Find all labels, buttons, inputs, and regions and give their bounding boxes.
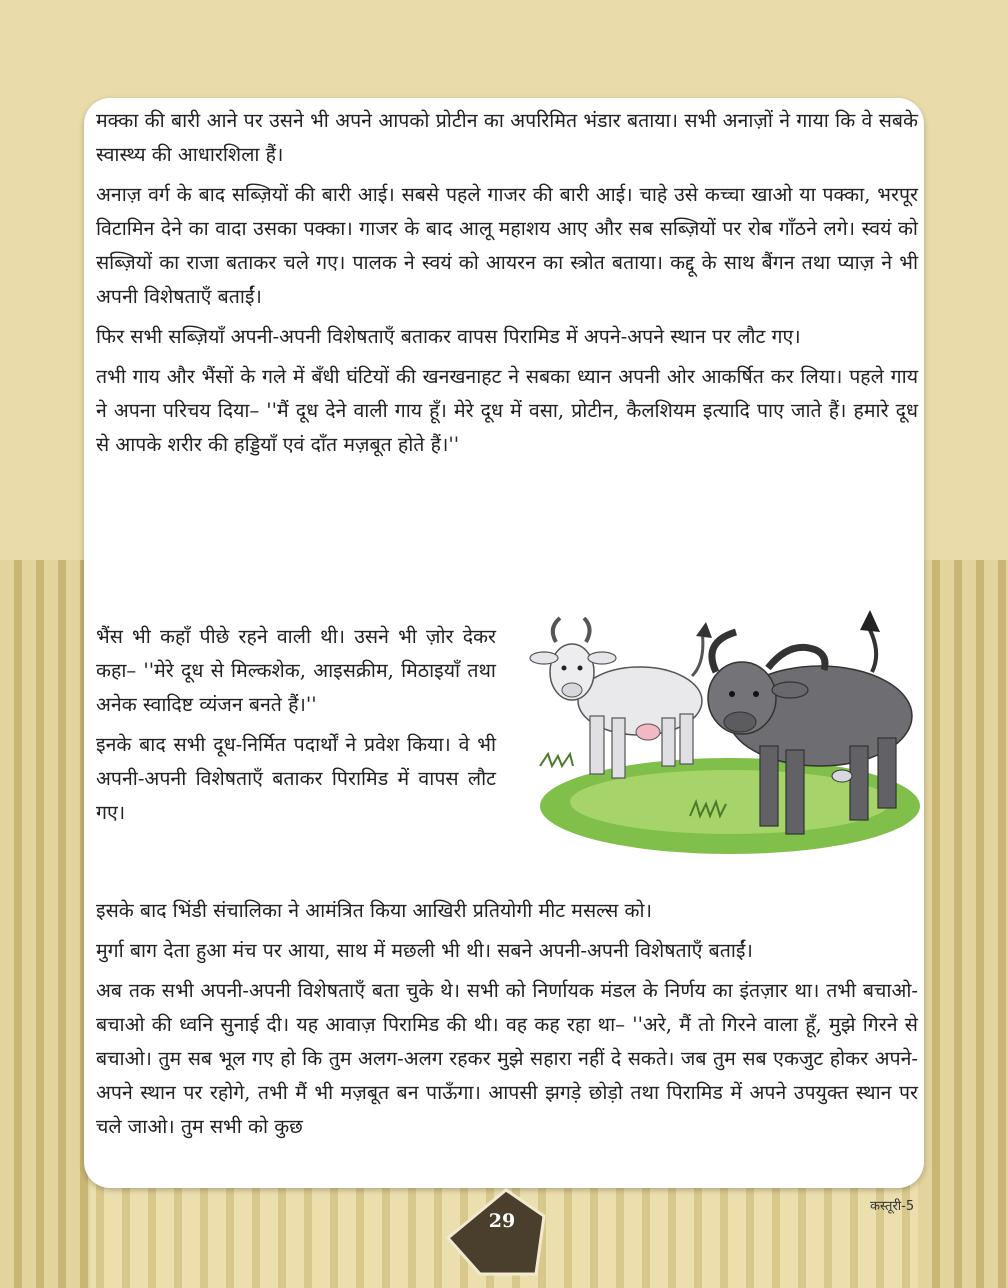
paragraph: अब तक सभी अपनी-अपनी विशेषताएँ बता चुके थे। सभी को निर्णायक मंडल के निर्णय का इंतज़ार था। तभी बचाओ-बचाओ की ध्वनि सुनाई दी। यह आवाज़ पिरामिड की थी। वह कह रहा था– ''अरे, मैं तो गिरने वाला हूँ, मुझे गिरने से बचाओ। तुम सब भूल गए हो कि तुम अलग-अलग रहकर मुझे सहारा नहीं दे सकते। जब तुम सब एकजुट होकर अपने-अपने स्थान पर रहोगे, तभी मैं भी मज़बूत बन पाऊँगा। आपसी झगड़े छोड़ो तथा पिरामिड में अपने उपयुक्त स्थान पर चले जाओ। तुम सभी को कुछ	[96, 979, 918, 1138]
cow-and-buffalo-illustration	[520, 606, 920, 862]
paragraph: इनके बाद सभी दूध-निर्मित पदार्थों ने प्रवेश किया। वे भी अपनी-अपनी विशेषताएँ बताकर पिरामिड में वापस लौट गए।	[96, 733, 496, 824]
striped-background-right	[918, 560, 1008, 1288]
paragraph: भैंस भी कहाँ पीछे रहने वाली थी। उसने भी ज़ोर देकर कहा– ''मेरे दूध से मिल्कशेक, आइसक्रीम, मिठाइयाँ तथा अनेक स्वादिष्ट व्यंजन बनते हैं।''	[96, 625, 496, 716]
cow-figure	[530, 618, 712, 778]
paragraph: अनाज़ वर्ग के बाद सब्ज़ियों की बारी आई। सबसे पहले गाजर की बारी आई। चाहे उसे कच्चा खाओ या पक्का, भरपूर विटामिन देने का वादा उसका पक्का। गाजर के बाद आलू महाशय आए और सब सब्ज़ियों पर रोब गाँठने लगे। स्वयं को सब्ज़ियों का राजा बताकर चले गए। पालक ने स्वयं को आयरन का स्त्रोत बताया। कद्दू के साथ बैंगन तथा प्याज़ ने भी अपनी विशेषताएँ बताईं।	[96, 183, 918, 308]
striped-background-left	[0, 560, 90, 1288]
paragraph: मुर्गा बाग देता हुआ मंच पर आया, साथ में मछली भी थी। सबने अपनी-अपनी विशेषताएँ बताईं।	[96, 939, 753, 962]
paragraph: इसके बाद भिंडी संचालिका ने आमंत्रित किया आखिरी प्रतियोगी मीट मसल्स को।	[96, 899, 652, 922]
paragraph: तभी गाय और भैंसों के गले में बँधी घंटियों की खनखनाहट ने सबका ध्यान अपनी ओर आकर्षित कर लिया। पहले गाय ने अपना परिचय दिया– ''मैं दूध देने वाली गाय हूँ। मेरे दूध में वसा, प्रोटीन, कैलशियम इत्यादि पाए जाते हैं। हमारे दूध से आपके शरीर की हड्डियाँ एवं दाँत मज़बूत होते हैं।''	[96, 365, 918, 456]
text-block-bottom	[96, 894, 918, 1150]
page-number-badge	[440, 1186, 560, 1278]
paragraph: फिर सभी सब्ज़ियाँ अपनी-अपनी विशेषताएँ बताकर वापस पिरामिड में अपने-अपने स्थान पर लौट गए।	[96, 325, 801, 348]
paragraph: मक्का की बारी आने पर उसने भी अपने आपको प्रोटीन का अपरिमित भंडार बताया। सभी अनाज़ों ने गाया कि वे सबके स्वास्थ्य की आधारशिला हैं।	[96, 109, 918, 166]
text-block-side	[96, 620, 496, 836]
page-number: 29	[488, 1210, 516, 1232]
book-label: कस्तूरी-5	[870, 1199, 915, 1214]
text-block-top	[96, 104, 918, 468]
